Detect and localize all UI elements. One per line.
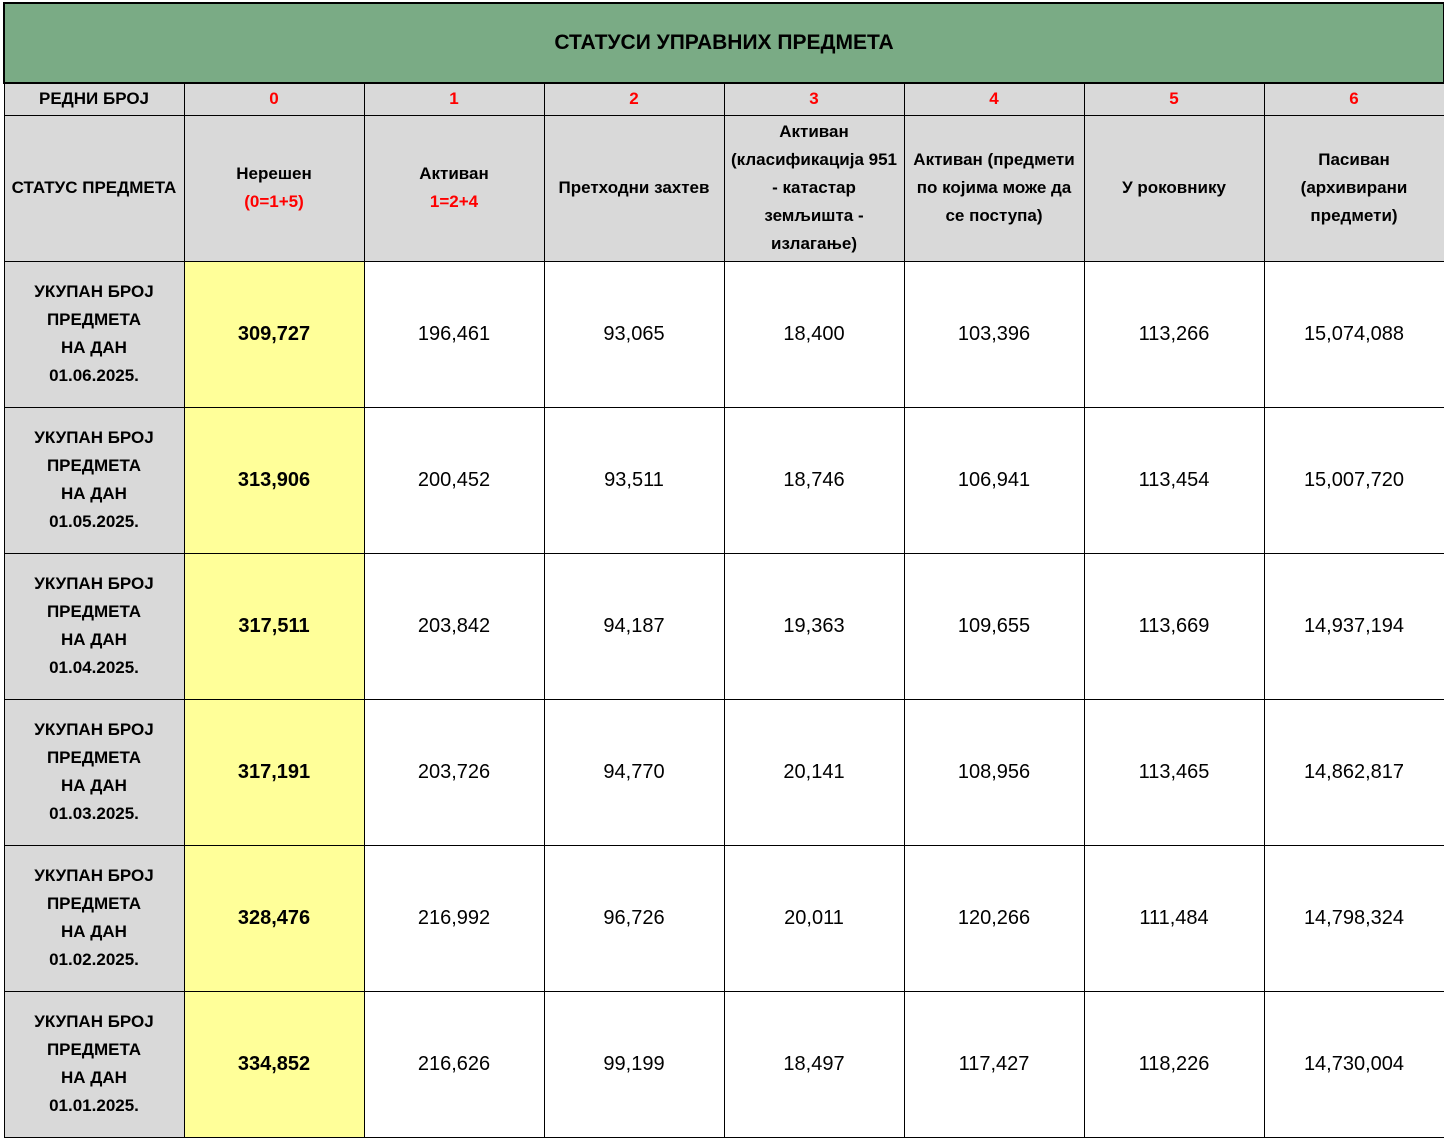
- unresolved-value-cell: 313,906: [184, 407, 364, 553]
- value-cell: 15,007,720: [1264, 407, 1444, 553]
- table-title: СТАТУСИ УПРАВНИХ ПРЕДМЕТА: [4, 3, 1444, 83]
- row-label: [4, 845, 184, 991]
- column-index-0: 0: [184, 83, 364, 115]
- row-label: [4, 699, 184, 845]
- value-cell: 14,862,817: [1264, 699, 1444, 845]
- column-header-5: [1084, 115, 1264, 261]
- row-label-line: НА ДАН: [61, 338, 127, 357]
- value-cell: 14,798,324: [1264, 845, 1444, 991]
- row-label: [4, 553, 184, 699]
- value-cell: 96,726: [544, 845, 724, 991]
- value-cell: 103,396: [904, 261, 1084, 407]
- value-cell: 14,730,004: [1264, 991, 1444, 1137]
- row-label-line: УКУПАН БРОЈ: [34, 866, 154, 885]
- value-cell: 106,941: [904, 407, 1084, 553]
- column-header-formula: 1=2+4: [429, 192, 479, 211]
- row-label-line: ПРЕДМЕТА: [46, 894, 142, 913]
- unresolved-value-cell: 328,476: [184, 845, 364, 991]
- column-header-name: Активан: [419, 164, 489, 183]
- value-cell: 94,187: [544, 553, 724, 699]
- value-cell: 109,655: [904, 553, 1084, 699]
- row-label-line: УКУПАН БРОЈ: [34, 574, 154, 593]
- unresolved-value-cell: 317,511: [184, 553, 364, 699]
- value-cell: 111,484: [1084, 845, 1264, 991]
- row-label-line: ПРЕДМЕТА: [46, 602, 142, 621]
- value-cell: 19,363: [724, 553, 904, 699]
- index-row: [4, 83, 1444, 115]
- row-label-line: ПРЕДМЕТА: [46, 456, 142, 475]
- title-row: [4, 3, 1444, 83]
- value-cell: 117,427: [904, 991, 1084, 1137]
- row-label-line: УКУПАН БРОЈ: [34, 1012, 154, 1031]
- column-index-1: 1: [364, 83, 544, 115]
- table-row: [4, 845, 1444, 991]
- table-row: [4, 553, 1444, 699]
- row-label-line: ПРЕДМЕТА: [46, 748, 142, 767]
- value-cell: 113,454: [1084, 407, 1264, 553]
- column-header-6: [1264, 115, 1444, 261]
- row-label-line: НА ДАН: [61, 922, 127, 941]
- value-cell: 18,746: [724, 407, 904, 553]
- row-label: [4, 407, 184, 553]
- column-index-4: 4: [904, 83, 1084, 115]
- column-header-name: У роковнику: [1122, 178, 1226, 197]
- row-label: [4, 261, 184, 407]
- row-label-line: НА ДАН: [61, 1068, 127, 1087]
- column-header-name: Нерешен: [236, 164, 312, 183]
- column-header-name: Активан (предмети по којима може да се поступа): [913, 150, 1075, 225]
- column-header-1: [364, 115, 544, 261]
- column-header-name: Активан (класификација 951 - катастар земљишта - излагање): [731, 122, 897, 253]
- row-label: [4, 991, 184, 1137]
- value-cell: 113,266: [1084, 261, 1264, 407]
- value-cell: 113,669: [1084, 553, 1264, 699]
- row-label-line: 01.05.2025.: [49, 512, 139, 531]
- index-row-label: РЕДНИ БРОЈ: [4, 83, 184, 115]
- value-cell: 196,461: [364, 261, 544, 407]
- row-label-line: ПРЕДМЕТА: [46, 310, 142, 329]
- header-row-label: СТАТУС ПРЕДМЕТА: [4, 115, 184, 261]
- unresolved-value-cell: 317,191: [184, 699, 364, 845]
- row-label-line: ПРЕДМЕТА: [46, 1040, 142, 1059]
- row-label-line: 01.01.2025.: [49, 1096, 139, 1115]
- row-label-line: 01.06.2025.: [49, 366, 139, 385]
- value-cell: 18,497: [724, 991, 904, 1137]
- value-cell: 216,992: [364, 845, 544, 991]
- value-cell: 216,626: [364, 991, 544, 1137]
- value-cell: 94,770: [544, 699, 724, 845]
- table-row: [4, 407, 1444, 553]
- column-header-name: Претходни захтев: [558, 178, 710, 197]
- column-header-2: [544, 115, 724, 261]
- row-label-line: 01.03.2025.: [49, 804, 139, 823]
- row-label-line: УКУПАН БРОЈ: [34, 428, 154, 447]
- value-cell: 113,465: [1084, 699, 1264, 845]
- row-label-line: 01.04.2025.: [49, 658, 139, 677]
- value-cell: 200,452: [364, 407, 544, 553]
- row-label-line: НА ДАН: [61, 630, 127, 649]
- value-cell: 120,266: [904, 845, 1084, 991]
- column-header-name: Пасиван (архивирани предмети): [1300, 150, 1408, 225]
- value-cell: 20,141: [724, 699, 904, 845]
- status-table: [3, 2, 1444, 1138]
- column-index-5: 5: [1084, 83, 1264, 115]
- header-row: [4, 115, 1444, 261]
- row-label-line: УКУПАН БРОЈ: [34, 720, 154, 739]
- table-row: [4, 699, 1444, 845]
- row-label-line: 01.02.2025.: [49, 950, 139, 969]
- value-cell: 108,956: [904, 699, 1084, 845]
- column-header-0: [184, 115, 364, 261]
- value-cell: 93,065: [544, 261, 724, 407]
- column-header-4: [904, 115, 1084, 261]
- value-cell: 20,011: [724, 845, 904, 991]
- column-index-2: 2: [544, 83, 724, 115]
- value-cell: 99,199: [544, 991, 724, 1137]
- row-label-line: УКУПАН БРОЈ: [34, 282, 154, 301]
- row-label-line: НА ДАН: [61, 776, 127, 795]
- value-cell: 203,842: [364, 553, 544, 699]
- column-index-3: 3: [724, 83, 904, 115]
- row-label-line: НА ДАН: [61, 484, 127, 503]
- value-cell: 203,726: [364, 699, 544, 845]
- value-cell: 15,074,088: [1264, 261, 1444, 407]
- column-index-6: 6: [1264, 83, 1444, 115]
- unresolved-value-cell: 309,727: [184, 261, 364, 407]
- unresolved-value-cell: 334,852: [184, 991, 364, 1137]
- column-header-formula: (0=1+5): [244, 192, 304, 211]
- value-cell: 14,937,194: [1264, 553, 1444, 699]
- column-header-3: [724, 115, 904, 261]
- value-cell: 18,400: [724, 261, 904, 407]
- value-cell: 93,511: [544, 407, 724, 553]
- value-cell: 118,226: [1084, 991, 1264, 1137]
- table-row: [4, 261, 1444, 407]
- table-row: [4, 991, 1444, 1137]
